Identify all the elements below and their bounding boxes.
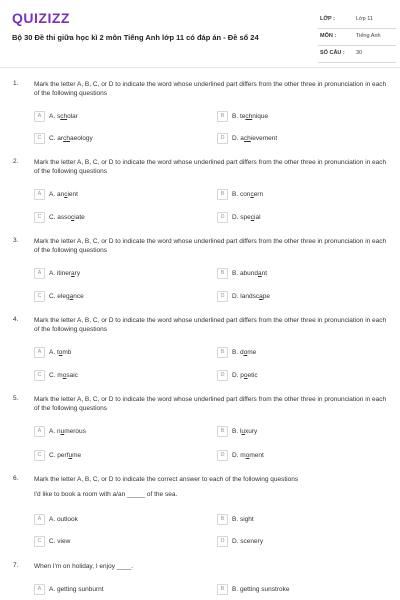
- question-number: 5.: [13, 395, 19, 402]
- option-letter-box: D: [217, 133, 228, 144]
- option-text: C. associate: [49, 214, 85, 221]
- option-text: D. poetic: [232, 372, 258, 379]
- underlined-part: a: [259, 293, 263, 300]
- option-text: A. numerous: [49, 428, 86, 435]
- option-text: A. itinerary: [49, 270, 81, 277]
- underlined-part: u: [241, 428, 246, 435]
- option-text: D. special: [232, 214, 261, 221]
- document-header: [0, 0, 400, 66]
- underlined-part: a: [258, 270, 262, 277]
- question-number: 2.: [13, 158, 19, 165]
- meta-row-class: [318, 14, 396, 29]
- meta-key: LỚP :: [320, 16, 335, 22]
- underlined-part: o: [243, 372, 248, 379]
- option-letter-box: C: [34, 370, 45, 381]
- question-number: 7.: [13, 562, 19, 569]
- option-text: D. achievement: [232, 135, 278, 142]
- option-letter-box: A: [34, 189, 45, 200]
- option-text: A. getting sunburnt: [49, 586, 104, 593]
- option-letter-box: C: [34, 212, 45, 223]
- option-letter-box: C: [34, 450, 45, 461]
- meta-row-count: [318, 48, 396, 63]
- option-text: B. sight: [232, 516, 254, 523]
- option-letter-box: A: [34, 268, 45, 279]
- question-text: Mark the letter A, B, C, or D to indicate the word whose underlined part differs from the other three in pronunciation in each of the following questions: [34, 396, 387, 412]
- document-title: Bộ 30 Đề thi giữa học kì 2 môn Tiếng Anh lớp 11 có đáp án - Đề số 24: [12, 33, 259, 42]
- option-text: C. mosaic: [49, 372, 78, 379]
- question-text: Mark the letter A, B, C, or D to indicate the word whose underlined part differs from the other three in pronunciation in each of the following questions: [34, 238, 387, 254]
- option-text: C. view: [49, 538, 71, 545]
- question-number: 4.: [13, 316, 19, 323]
- question-text: Mark the letter A, B, C, or D to indicate the word whose underlined part differs from the other three in pronunciation in each of the following questions: [34, 81, 387, 97]
- question-number: 6.: [13, 475, 19, 482]
- option-letter-box: D: [217, 536, 228, 547]
- meta-key: MÔN :: [320, 33, 337, 39]
- underlined-part: o: [58, 349, 63, 356]
- option-letter-box: B: [217, 268, 228, 279]
- option-letter-box: B: [217, 514, 228, 525]
- underlined-part: ch: [245, 113, 253, 120]
- underlined-part: c: [71, 214, 75, 221]
- meta-key: SỐ CÂU :: [320, 50, 345, 56]
- underlined-part: ch: [63, 135, 70, 142]
- option-letter-box: B: [217, 347, 228, 358]
- option-text: A. outlook: [49, 516, 78, 523]
- option-letter-box: C: [34, 291, 45, 302]
- underlined-part: a: [71, 270, 75, 277]
- underlined-part: a: [69, 293, 74, 300]
- meta-value: Lớp 11: [356, 16, 373, 22]
- option-text: A. tomb: [49, 349, 72, 356]
- quizizz-logo: QUIZIZZ: [12, 10, 70, 26]
- option-letter-box: C: [34, 133, 45, 144]
- option-text: B. abundant: [232, 270, 268, 277]
- option-text: A. scholar: [49, 113, 78, 120]
- option-letter-box: B: [217, 584, 228, 595]
- option-letter-box: B: [217, 189, 228, 200]
- underlined-part: u: [68, 452, 73, 459]
- meta-row-subject: [318, 31, 396, 46]
- option-text: C. elegance: [49, 293, 84, 300]
- option-text: D. landscape: [232, 293, 270, 300]
- underlined-part: o: [243, 349, 248, 356]
- option-letter-box: C: [34, 536, 45, 547]
- option-letter-box: D: [217, 212, 228, 223]
- meta-value: Tiếng Anh: [356, 33, 381, 39]
- option-letter-box: D: [217, 291, 228, 302]
- header-divider: [0, 67, 400, 68]
- option-text: C. archaeology: [49, 135, 93, 142]
- underlined-part: ch: [243, 135, 251, 142]
- option-text: D. scenery: [232, 538, 264, 545]
- option-text: B. getting sunstroke: [232, 586, 290, 593]
- option-letter-box: A: [34, 111, 45, 122]
- question-number: 3.: [13, 237, 19, 244]
- underlined-part: u: [60, 428, 65, 435]
- underlined-part: o: [62, 372, 67, 379]
- option-text: C. perfume: [49, 452, 82, 459]
- underlined-part: c: [64, 191, 68, 198]
- option-text: B. luxury: [232, 428, 258, 435]
- question-text: Mark the letter A, B, C, or D to indicate the word whose underlined part differs from the other three in pronunciation in each of the following questions: [34, 317, 387, 333]
- option-letter-box: D: [217, 450, 228, 461]
- option-letter-box: A: [34, 584, 45, 595]
- underlined-part: c: [250, 191, 254, 198]
- question-text: Mark the letter A, B, C, or D to indicate the correct answer to each of the following questions: [34, 476, 299, 483]
- question-number: 1.: [13, 80, 19, 87]
- option-letter-box: B: [217, 426, 228, 437]
- meta-value: 30: [356, 50, 363, 56]
- option-text: B. technique: [232, 113, 269, 120]
- option-letter-box: A: [34, 514, 45, 525]
- option-text: A. ancient: [49, 191, 78, 198]
- option-letter-box: B: [217, 111, 228, 122]
- option-text: B. dome: [232, 349, 257, 356]
- underlined-part: ch: [60, 113, 68, 120]
- option-text: D. moment: [232, 452, 264, 459]
- question-text: When I'm on holiday, I enjoy ____.: [34, 563, 134, 570]
- underlined-part: c: [250, 214, 255, 221]
- option-letter-box: A: [34, 426, 45, 437]
- question-text: Mark the letter A, B, C, or D to indicate the word whose underlined part differs from the other three in pronunciation in each of the following questions: [34, 159, 387, 175]
- underlined-part: o: [245, 452, 250, 459]
- option-letter-box: D: [217, 370, 228, 381]
- option-text: B. concern: [232, 191, 264, 198]
- meta-panel: [318, 14, 396, 65]
- question-stem: I'd like to book a room with a/an _____ of the sea.: [34, 491, 178, 498]
- option-letter-box: A: [34, 347, 45, 358]
